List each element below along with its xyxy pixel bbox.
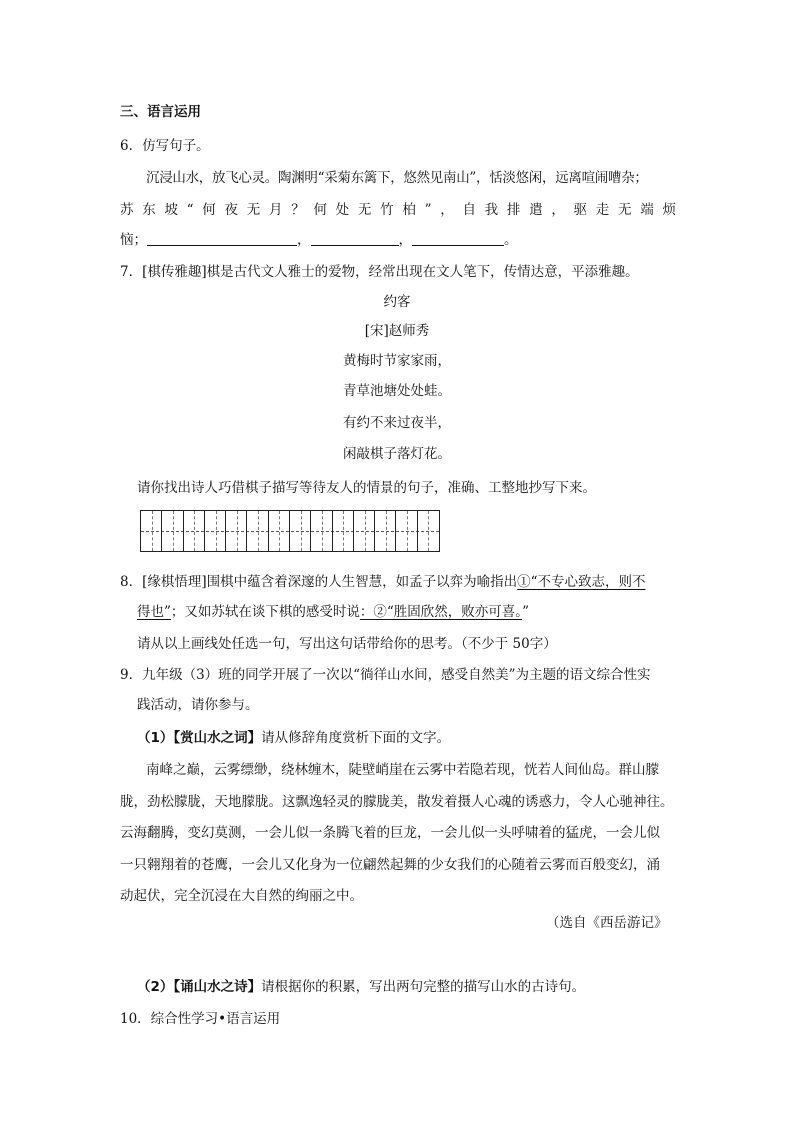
q6-title: 6．仿写句子。	[120, 138, 210, 154]
q9-sub2-label: （2）【诵山水之诗】	[137, 979, 262, 995]
grid-cell-dash	[258, 511, 259, 551]
q6-sep-2: ，	[398, 232, 412, 248]
q10-title: 10．综合性学习•语言运用	[120, 1011, 281, 1027]
q7-title: 7．[棋传雅趣]棋是古代文人雅士的爱物，经常出现在文人笔下，传情达意，平添雅趣。	[120, 264, 639, 280]
q6-line1: 沉浸山水，放飞心灵。陶渊明“采菊东篱下，悠然见南山”，恬淡悠闲，远离喧闹嘈杂；	[146, 170, 648, 186]
passage-source: （选自《西岳游记》	[546, 915, 668, 931]
q8-line2-mid: ；又如苏轼在谈下棋的感受时说	[170, 604, 360, 620]
grid-cell-dash	[343, 511, 344, 551]
q6-line3-prefix: 恼；	[120, 232, 147, 248]
q9-sub2	[137, 977, 585, 997]
q7-answer-grid[interactable]	[140, 510, 440, 552]
q9-sub2-text: 请根据你的积累，写出两句完整的描写山水的古诗句。	[261, 979, 586, 995]
grid-cell-dash	[194, 511, 195, 551]
grid-cell-dash	[428, 511, 429, 551]
q9-sub1-label: （1）【赏山水之词】	[137, 730, 262, 746]
grid-cell-dash	[152, 511, 153, 551]
grid-cell-dash	[365, 511, 366, 551]
q6-sep-1: ，	[297, 232, 311, 248]
q9-line2: 践活动，请你参与。	[137, 697, 259, 713]
q8-line1-prefix: 8．[缘棋悟理]围棋中蕴含着深邃的人生智慧，如孟子以弈为喻指出	[120, 574, 518, 590]
q7-prompt: 请你找出诗人巧借棋子描写等待友人的情景的句子，准确、工整地抄写下来。	[137, 480, 596, 496]
passage-line-2: 胧，劲松朦胧，天地朦胧。这飘逸轻灵的朦胧美，散发着摄人心魂的诱惑力，令人心驰神往。	[120, 794, 674, 810]
q6-answer-blank-3[interactable]	[412, 231, 504, 246]
q6-answer-blank-2[interactable]	[311, 231, 399, 246]
q8-underlined-quote-1: ①“不专心致志，则不	[517, 574, 646, 590]
poem-line-1: 黄梅时节家家雨，	[343, 353, 451, 369]
q9-sub1-text: 请从修辞角度赏析下面的文字。	[261, 730, 451, 746]
poem-author: [宋]赵师秀	[364, 323, 430, 339]
poem-line-3: 有约不来过夜半，	[343, 415, 451, 431]
grid-cell-dash	[407, 511, 408, 551]
q6-line2: 苏东坡“何夜无月？何处无竹柏”，自我排遣，驱走无端烦	[120, 202, 676, 218]
q6-line3	[120, 230, 518, 250]
passage-line-3: 云海翻腾，变幻莫测，一会儿似一条腾飞着的巨龙，一会儿似一头呼啸着的猛虎，一会儿似	[120, 825, 660, 841]
q6-end: 。	[504, 232, 518, 248]
q8-line1	[120, 572, 646, 592]
grid-cell-dash	[386, 511, 387, 551]
grid-cell-dash	[216, 511, 217, 551]
grid-cell-dash	[237, 511, 238, 551]
grid-cell-dash	[301, 511, 302, 551]
passage-line-5: 动起伏，完全沉浸在大自然的绚丽之中。	[120, 888, 363, 904]
poem-title: 约客	[383, 294, 411, 310]
grid-cell-dash	[279, 511, 280, 551]
poem-line-4: 闲敲棋子落灯花。	[343, 446, 451, 462]
poem-line-2: 青草池塘处处蛙。	[343, 383, 451, 399]
grid-cell-dash	[322, 511, 323, 551]
section-title: 三、语言运用	[120, 104, 201, 120]
q8-underlined-quote-1-end: 得也”	[137, 604, 171, 620]
passage-line-4: 一只翱翔着的苍鹰，一会儿又化身为一位翩然起舞的少女我们的心随着云雾而百般变幻，涌	[120, 857, 660, 873]
q6-answer-blank-1[interactable]	[147, 231, 297, 246]
q8-prompt: 请从以上画线处任选一句，写出这句话带给你的思考。（不少于 50字）	[137, 636, 557, 652]
grid-cell-dash	[173, 511, 174, 551]
q9-sub1	[137, 728, 450, 748]
passage-line-1: 南峰之巅，云雾缥缈，绕林缠木，陡壁峭崖在云雾中若隐若现，恍若人间仙岛。群山朦	[146, 762, 659, 778]
q9-line1: 9．九年级（3）班的同学开展了一次以“徜徉山水间，感受自然美”为主题的语文综合性实	[120, 667, 651, 683]
q8-underlined-quote-2: ：②“胜固欣然，败亦可喜。	[359, 604, 523, 620]
q8-line2	[137, 602, 529, 622]
q8-line2-end: ”	[522, 604, 529, 620]
